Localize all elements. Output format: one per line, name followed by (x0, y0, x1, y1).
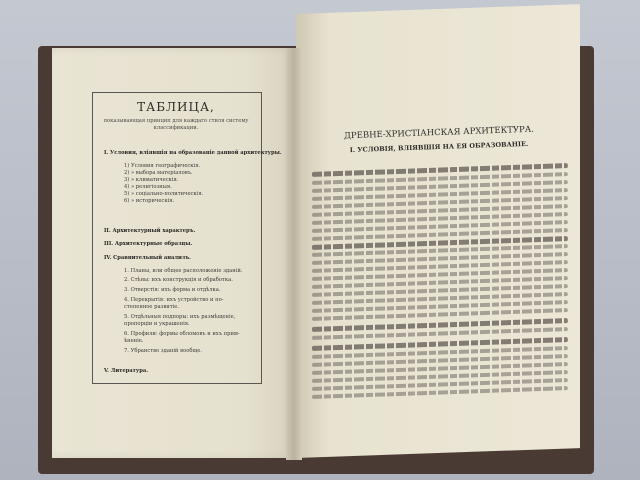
left-page-subtitle: показывающая принцип для каждаго стиля систему классификации. (103, 118, 249, 131)
right-page-subheading: I. УСЛОВIЯ, ВЛIЯВШIЯ НА ЕЯ ОБРАЗОВАНIЕ. (349, 139, 529, 155)
list-item: 1) Условия географическiя. (124, 163, 201, 169)
list-item: 6. Профили: формы обломовъ и ихъ прим- (124, 331, 240, 337)
list-item: 3) » климатическiя. (124, 177, 179, 183)
list-item: 7. Убранство зданiй вообще. (124, 348, 202, 354)
list-item: 2) » выбора матерiаловъ. (124, 170, 193, 176)
list-item: 4) » религiозныя. (124, 184, 172, 190)
list-item: 5) » соцiально-политическiя. (124, 191, 204, 197)
left-page-title: ТАБЛИЦА, (137, 100, 215, 114)
list-item: пропорцiи и украшенiя. (124, 321, 190, 327)
list-item: IV. Сравнительный анализъ. (104, 255, 191, 261)
list-item: 2. Стѣны: ихъ конструкцiя и обработка. (124, 277, 233, 283)
list-item: 3. Отверстiя: ихъ форма и отдѣлка. (124, 287, 221, 293)
list-item: 1. Планы, или общее расположенiе зданiй. (124, 268, 243, 274)
list-item: степенное развитiе. (124, 304, 179, 310)
table-frame (92, 92, 262, 384)
right-page-heading: ДРЕВНЕ-ХРИСТIАНСКАЯ АРХИТЕКТУРА. (343, 124, 535, 142)
list-item: 6) » историческiя. (124, 198, 175, 204)
book-gutter (286, 48, 302, 460)
list-item: 4. Перекрытiя: ихъ устройство и по- (124, 297, 224, 303)
list-item: ѣненiе. (124, 338, 144, 344)
list-item: I. Условия, влiявшiя на образованiе данной архитектуры. (104, 150, 282, 156)
list-item: II. Архитектурный характеръ. (104, 228, 196, 234)
list-item: III. Архитектурные образцы. (104, 241, 193, 247)
list-item: V. Литература. (104, 368, 148, 374)
list-item: 5. Отдѣльныя подпоры: ихъ размѣщенiе, (124, 314, 236, 320)
